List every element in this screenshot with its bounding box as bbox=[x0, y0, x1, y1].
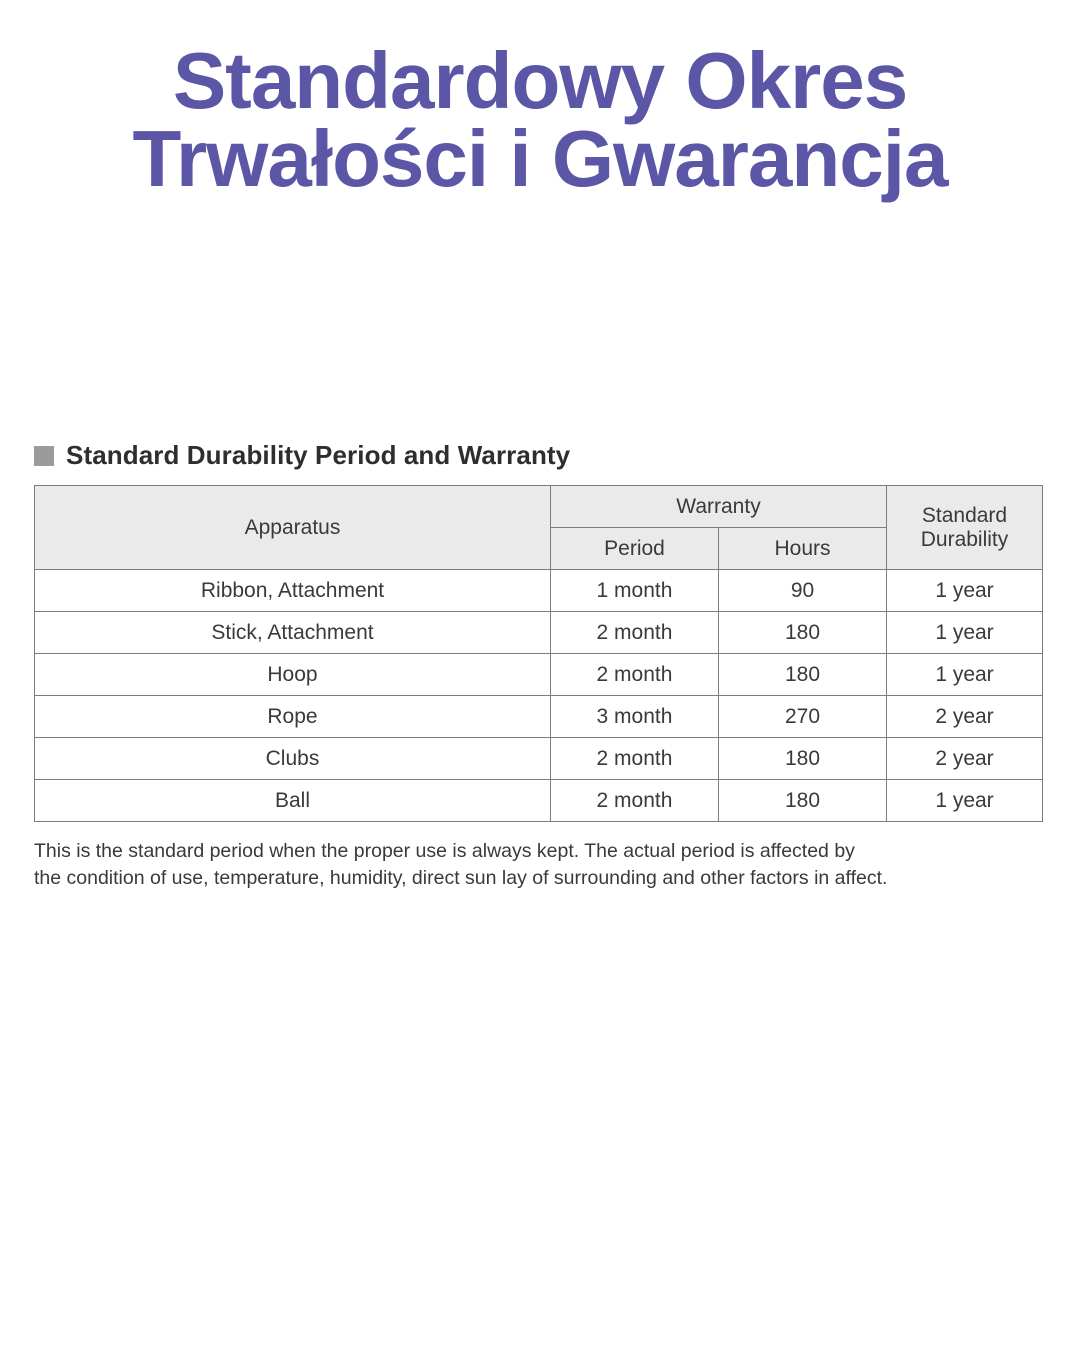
square-bullet-icon bbox=[34, 446, 54, 466]
section-title: Standard Durability Period and Warranty bbox=[66, 440, 571, 470]
cell-period: 2 month bbox=[551, 780, 719, 822]
cell-durability: 1 year bbox=[887, 654, 1043, 696]
cell-hours: 90 bbox=[719, 570, 887, 612]
cell-durability: 2 year bbox=[887, 696, 1043, 738]
table-row bbox=[35, 738, 1043, 780]
cell-durability: 1 year bbox=[887, 570, 1043, 612]
column-header-period: Period bbox=[551, 528, 719, 570]
cell-hours: 180 bbox=[719, 780, 887, 822]
cell-apparatus: Ribbon, Attachment bbox=[35, 570, 551, 612]
table-row bbox=[35, 696, 1043, 738]
page-title bbox=[0, 0, 1080, 204]
footnote bbox=[34, 838, 1040, 893]
page-title-line-2: Trwałości i Gwarancja bbox=[132, 114, 948, 204]
footnote-line-2: the condition of use, temperature, humidity, direct sun lay of surrounding and other factors in affect. bbox=[34, 867, 888, 890]
column-header-hours: Hours bbox=[719, 528, 887, 570]
table-header-row-1 bbox=[35, 486, 1043, 528]
table-row bbox=[35, 612, 1043, 654]
column-header-standard-durability-line-1: Standard bbox=[921, 503, 1008, 527]
durability-section bbox=[34, 440, 1046, 893]
durability-warranty-table bbox=[34, 485, 1043, 822]
cell-hours: 270 bbox=[719, 696, 887, 738]
cell-durability: 1 year bbox=[887, 780, 1043, 822]
table-row bbox=[35, 654, 1043, 696]
cell-period: 2 month bbox=[551, 738, 719, 780]
cell-apparatus: Hoop bbox=[35, 654, 551, 696]
column-header-standard-durability-line-2: Durability bbox=[920, 527, 1009, 551]
cell-hours: 180 bbox=[719, 612, 887, 654]
cell-durability: 2 year bbox=[887, 738, 1043, 780]
column-header-standard-durability bbox=[887, 486, 1043, 570]
cell-hours: 180 bbox=[719, 654, 887, 696]
cell-hours: 180 bbox=[719, 738, 887, 780]
cell-period: 3 month bbox=[551, 696, 719, 738]
table-body bbox=[35, 570, 1043, 822]
cell-apparatus: Rope bbox=[35, 696, 551, 738]
column-header-warranty: Warranty bbox=[551, 486, 887, 528]
cell-period: 1 month bbox=[551, 570, 719, 612]
table-head bbox=[35, 486, 1043, 570]
cell-apparatus: Ball bbox=[35, 780, 551, 822]
cell-period: 2 month bbox=[551, 612, 719, 654]
cell-apparatus: Stick, Attachment bbox=[35, 612, 551, 654]
column-header-apparatus: Apparatus bbox=[35, 486, 551, 570]
cell-durability: 1 year bbox=[887, 612, 1043, 654]
page-title-line-1: Standardowy Okres bbox=[172, 36, 908, 125]
table-row bbox=[35, 570, 1043, 612]
footnote-line-1: This is the standard period when the proper use is always kept. The actual period is affected by bbox=[34, 840, 855, 862]
table-row bbox=[35, 780, 1043, 822]
cell-apparatus: Clubs bbox=[35, 738, 551, 780]
section-header bbox=[34, 440, 1046, 471]
cell-period: 2 month bbox=[551, 654, 719, 696]
